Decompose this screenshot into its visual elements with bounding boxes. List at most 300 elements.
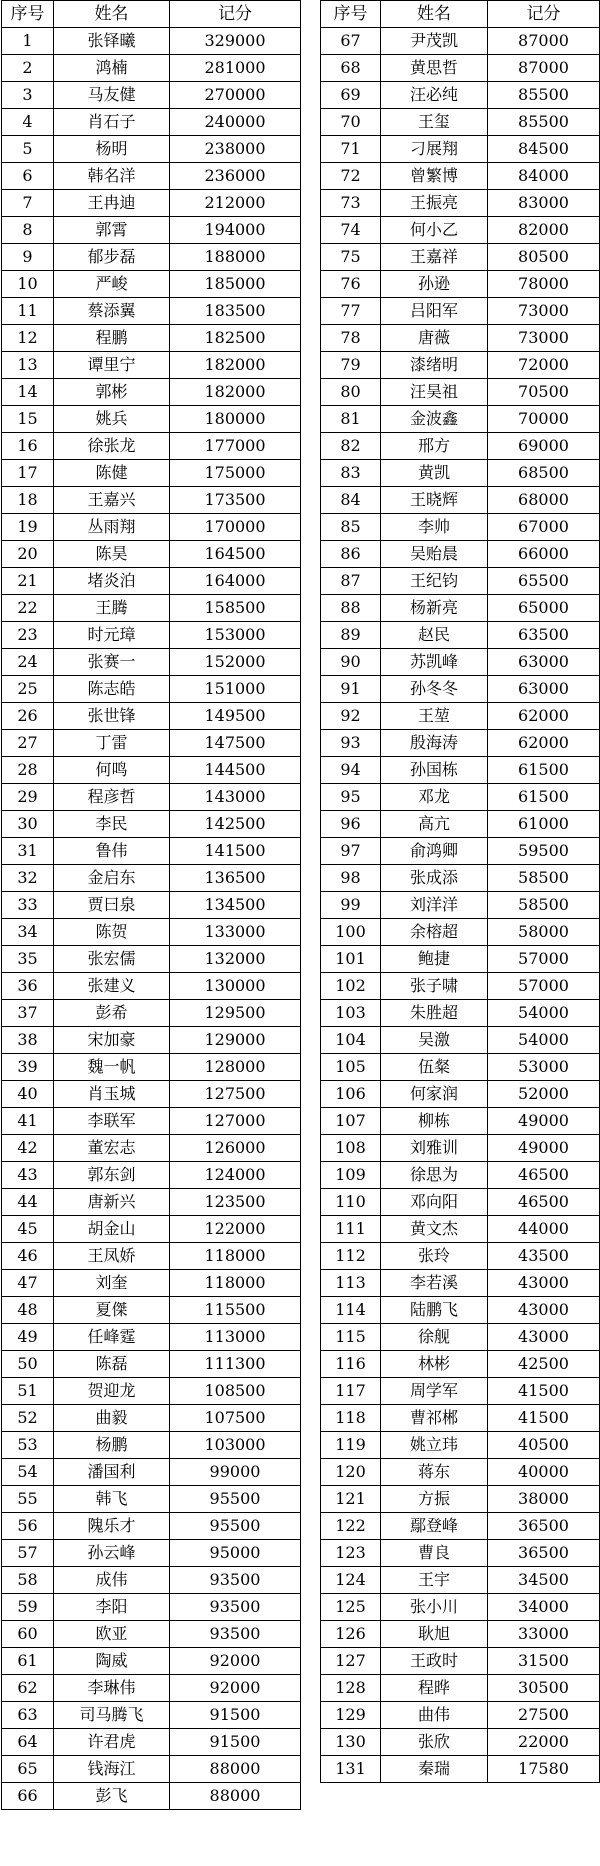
cell-name: 堵炎泊 [54, 568, 170, 595]
cell-no: 54 [2, 1459, 54, 1486]
cell-name: 王凤娇 [54, 1243, 170, 1270]
cell-no: 94 [321, 757, 381, 784]
cell-no: 86 [321, 541, 381, 568]
cell-no: 53 [2, 1432, 54, 1459]
cell-score: 177000 [170, 433, 301, 460]
table-row [321, 55, 600, 82]
cell-name: 张铎曦 [54, 28, 170, 55]
table-row [321, 1432, 600, 1459]
cell-no: 112 [321, 1243, 381, 1270]
table-row [321, 28, 600, 55]
cell-name: 时元璋 [54, 622, 170, 649]
cell-score: 126000 [170, 1135, 301, 1162]
cell-score: 183500 [170, 298, 301, 325]
cell-name: 李帅 [381, 514, 488, 541]
cell-no: 72 [321, 163, 381, 190]
table-row [321, 1459, 600, 1486]
cell-name: 漆绪明 [381, 352, 488, 379]
cell-score: 85500 [488, 109, 600, 136]
cell-score: 54000 [488, 1027, 600, 1054]
cell-score: 30500 [488, 1675, 600, 1702]
cell-no: 16 [2, 433, 54, 460]
cell-score: 84000 [488, 163, 600, 190]
table-row [2, 406, 301, 433]
table-row [2, 1243, 301, 1270]
cell-name: 张宏儒 [54, 946, 170, 973]
cell-no: 52 [2, 1405, 54, 1432]
cell-name: 何小乙 [381, 217, 488, 244]
cell-name: 王政时 [381, 1648, 488, 1675]
cell-name: 杨鹏 [54, 1432, 170, 1459]
cell-name: 李若溪 [381, 1270, 488, 1297]
cell-name: 陈贺 [54, 919, 170, 946]
cell-name: 王堃 [381, 703, 488, 730]
cell-score: 33000 [488, 1621, 600, 1648]
header-no: 序号 [321, 1, 381, 28]
cell-score: 52000 [488, 1081, 600, 1108]
table-body-right [321, 28, 600, 1783]
cell-score: 92000 [170, 1648, 301, 1675]
table-row [321, 1540, 600, 1567]
cell-name: 黄思哲 [381, 55, 488, 82]
header-row [321, 1, 600, 28]
table-row [321, 946, 600, 973]
table-row [2, 352, 301, 379]
cell-name: 郭霄 [54, 217, 170, 244]
table-row [321, 676, 600, 703]
header-score: 记分 [488, 1, 600, 28]
table-row [321, 487, 600, 514]
cell-name: 许君虎 [54, 1729, 170, 1756]
cell-score: 49000 [488, 1135, 600, 1162]
cell-score: 41500 [488, 1405, 600, 1432]
cell-score: 95500 [170, 1486, 301, 1513]
cell-no: 64 [2, 1729, 54, 1756]
cell-name: 程彦哲 [54, 784, 170, 811]
cell-score: 212000 [170, 190, 301, 217]
cell-name: 黄文杰 [381, 1216, 488, 1243]
cell-score: 111300 [170, 1351, 301, 1378]
table-row [2, 433, 301, 460]
cell-no: 82 [321, 433, 381, 460]
cell-name: 王晓辉 [381, 487, 488, 514]
cell-name: 曾繁博 [381, 163, 488, 190]
table-row [321, 163, 600, 190]
cell-name: 唐新兴 [54, 1189, 170, 1216]
cell-name: 王纪钧 [381, 568, 488, 595]
table-row [2, 946, 301, 973]
cell-no: 63 [2, 1702, 54, 1729]
cell-score: 65000 [488, 595, 600, 622]
cell-score: 93500 [170, 1621, 301, 1648]
cell-no: 48 [2, 1297, 54, 1324]
table-row [2, 1513, 301, 1540]
cell-score: 175000 [170, 460, 301, 487]
cell-score: 63000 [488, 676, 600, 703]
cell-name: 任峰霆 [54, 1324, 170, 1351]
table-row [2, 1108, 301, 1135]
cell-score: 149500 [170, 703, 301, 730]
cell-name: 王宇 [381, 1567, 488, 1594]
table-row [321, 1729, 600, 1756]
cell-no: 55 [2, 1486, 54, 1513]
cell-score: 238000 [170, 136, 301, 163]
table-row [2, 28, 301, 55]
cell-no: 74 [321, 217, 381, 244]
cell-name: 张玲 [381, 1243, 488, 1270]
cell-no: 4 [2, 109, 54, 136]
table-row [321, 838, 600, 865]
cell-score: 43500 [488, 1243, 600, 1270]
cell-name: 孙云峰 [54, 1540, 170, 1567]
cell-no: 49 [2, 1324, 54, 1351]
cell-no: 125 [321, 1594, 381, 1621]
cell-no: 50 [2, 1351, 54, 1378]
cell-no: 127 [321, 1648, 381, 1675]
cell-name: 程鹏 [54, 325, 170, 352]
table-row [321, 892, 600, 919]
cell-no: 58 [2, 1567, 54, 1594]
table-row [2, 1351, 301, 1378]
cell-score: 123500 [170, 1189, 301, 1216]
cell-no: 23 [2, 622, 54, 649]
table-row [2, 379, 301, 406]
cell-no: 28 [2, 757, 54, 784]
cell-name: 郭彬 [54, 379, 170, 406]
cell-no: 30 [2, 811, 54, 838]
table-row [321, 811, 600, 838]
cell-name: 肖石子 [54, 109, 170, 136]
cell-no: 19 [2, 514, 54, 541]
cell-score: 87000 [488, 28, 600, 55]
cell-no: 8 [2, 217, 54, 244]
cell-score: 91500 [170, 1729, 301, 1756]
cell-name: 陈磊 [54, 1351, 170, 1378]
table-row [2, 1189, 301, 1216]
cell-no: 76 [321, 271, 381, 298]
table-row [2, 163, 301, 190]
cell-no: 122 [321, 1513, 381, 1540]
cell-score: 31500 [488, 1648, 600, 1675]
cell-no: 65 [2, 1756, 54, 1783]
cell-score: 129500 [170, 1000, 301, 1027]
cell-name: 李阳 [54, 1594, 170, 1621]
cell-name: 丁雷 [54, 730, 170, 757]
cell-score: 182000 [170, 352, 301, 379]
cell-name: 张子啸 [381, 973, 488, 1000]
cell-name: 唐薇 [381, 325, 488, 352]
cell-name: 姚立玮 [381, 1432, 488, 1459]
table-row [321, 1405, 600, 1432]
table-row [2, 541, 301, 568]
table-row [321, 1756, 600, 1783]
cell-score: 61000 [488, 811, 600, 838]
cell-name: 徐张龙 [54, 433, 170, 460]
cell-no: 67 [321, 28, 381, 55]
cell-name: 鄢登峰 [381, 1513, 488, 1540]
cell-score: 270000 [170, 82, 301, 109]
cell-score: 68000 [488, 487, 600, 514]
cell-name: 吴贻晨 [381, 541, 488, 568]
table-row [321, 541, 600, 568]
cell-name: 何家润 [381, 1081, 488, 1108]
table-row [2, 649, 301, 676]
table-row [321, 1108, 600, 1135]
table-row [321, 352, 600, 379]
cell-name: 潘国利 [54, 1459, 170, 1486]
cell-name: 俞鸿卿 [381, 838, 488, 865]
table-row [321, 244, 600, 271]
cell-name: 胡金山 [54, 1216, 170, 1243]
cell-name: 谭里宁 [54, 352, 170, 379]
cell-score: 95000 [170, 1540, 301, 1567]
cell-no: 71 [321, 136, 381, 163]
cell-name: 金波鑫 [381, 406, 488, 433]
cell-name: 蔡添翼 [54, 298, 170, 325]
cell-no: 130 [321, 1729, 381, 1756]
cell-no: 91 [321, 676, 381, 703]
cell-no: 20 [2, 541, 54, 568]
cell-no: 68 [321, 55, 381, 82]
cell-score: 88000 [170, 1783, 301, 1810]
table-row [321, 622, 600, 649]
cell-no: 117 [321, 1378, 381, 1405]
table-row [321, 109, 600, 136]
cell-name: 杨新亮 [381, 595, 488, 622]
table-row [2, 190, 301, 217]
table-row [321, 406, 600, 433]
cell-name: 曲伟 [381, 1702, 488, 1729]
cell-score: 63000 [488, 649, 600, 676]
cell-no: 24 [2, 649, 54, 676]
cell-score: 57000 [488, 973, 600, 1000]
table-row [321, 1000, 600, 1027]
cell-no: 73 [321, 190, 381, 217]
cell-score: 44000 [488, 1216, 600, 1243]
cell-no: 97 [321, 838, 381, 865]
cell-no: 111 [321, 1216, 381, 1243]
cell-score: 42500 [488, 1351, 600, 1378]
cell-score: 62000 [488, 730, 600, 757]
cell-no: 81 [321, 406, 381, 433]
cell-no: 27 [2, 730, 54, 757]
cell-name: 吴激 [381, 1027, 488, 1054]
table-row [321, 973, 600, 1000]
cell-no: 39 [2, 1054, 54, 1081]
cell-score: 36500 [488, 1513, 600, 1540]
table-row [2, 514, 301, 541]
cell-name: 肖玉城 [54, 1081, 170, 1108]
cell-name: 邓龙 [381, 784, 488, 811]
cell-no: 110 [321, 1189, 381, 1216]
cell-name: 秦瑞 [381, 1756, 488, 1783]
cell-no: 92 [321, 703, 381, 730]
cell-score: 73000 [488, 325, 600, 352]
table-row [2, 1378, 301, 1405]
table-row [321, 1243, 600, 1270]
cell-name: 苏凯峰 [381, 649, 488, 676]
cell-score: 58500 [488, 865, 600, 892]
table-row [2, 1621, 301, 1648]
cell-no: 37 [2, 1000, 54, 1027]
cell-name: 夏傑 [54, 1297, 170, 1324]
header-name: 姓名 [54, 1, 170, 28]
cell-score: 182000 [170, 379, 301, 406]
cell-score: 99000 [170, 1459, 301, 1486]
cell-name: 张小川 [381, 1594, 488, 1621]
cell-score: 63500 [488, 622, 600, 649]
cell-name: 杨明 [54, 136, 170, 163]
cell-no: 99 [321, 892, 381, 919]
cell-score: 36500 [488, 1540, 600, 1567]
cell-no: 69 [321, 82, 381, 109]
cell-no: 116 [321, 1351, 381, 1378]
cell-name: 彭飞 [54, 1783, 170, 1810]
table-row [2, 1459, 301, 1486]
cell-no: 128 [321, 1675, 381, 1702]
cell-no: 113 [321, 1270, 381, 1297]
cell-score: 115500 [170, 1297, 301, 1324]
table-row [321, 1162, 600, 1189]
cell-no: 57 [2, 1540, 54, 1567]
cell-no: 44 [2, 1189, 54, 1216]
cell-score: 158500 [170, 595, 301, 622]
cell-score: 40500 [488, 1432, 600, 1459]
cell-score: 61500 [488, 757, 600, 784]
table-row [2, 1540, 301, 1567]
cell-score: 87000 [488, 55, 600, 82]
table-row [321, 1378, 600, 1405]
table-row [321, 190, 600, 217]
cell-name: 陈健 [54, 460, 170, 487]
cell-name: 殷海涛 [381, 730, 488, 757]
table-row [321, 1513, 600, 1540]
cell-no: 11 [2, 298, 54, 325]
cell-score: 236000 [170, 163, 301, 190]
cell-no: 118 [321, 1405, 381, 1432]
cell-name: 司马腾飞 [54, 1702, 170, 1729]
cell-score: 281000 [170, 55, 301, 82]
cell-score: 54000 [488, 1000, 600, 1027]
cell-no: 47 [2, 1270, 54, 1297]
table-row [2, 757, 301, 784]
cell-score: 49000 [488, 1108, 600, 1135]
cell-no: 12 [2, 325, 54, 352]
cell-score: 153000 [170, 622, 301, 649]
table-row [2, 730, 301, 757]
cell-no: 56 [2, 1513, 54, 1540]
cell-name: 刘洋洋 [381, 892, 488, 919]
cell-name: 王振亮 [381, 190, 488, 217]
cell-no: 103 [321, 1000, 381, 1027]
cell-score: 194000 [170, 217, 301, 244]
cell-score: 61500 [488, 784, 600, 811]
table-row [2, 1729, 301, 1756]
cell-score: 65500 [488, 568, 600, 595]
cell-name: 张成添 [381, 865, 488, 892]
cell-score: 62000 [488, 703, 600, 730]
cell-no: 60 [2, 1621, 54, 1648]
cell-no: 114 [321, 1297, 381, 1324]
cell-name: 耿旭 [381, 1621, 488, 1648]
cell-no: 1 [2, 28, 54, 55]
table-row [2, 1783, 301, 1810]
cell-score: 85500 [488, 82, 600, 109]
cell-no: 78 [321, 325, 381, 352]
cell-no: 5 [2, 136, 54, 163]
cell-no: 31 [2, 838, 54, 865]
cell-no: 101 [321, 946, 381, 973]
table-row [321, 757, 600, 784]
cell-no: 29 [2, 784, 54, 811]
cell-score: 73000 [488, 298, 600, 325]
cell-no: 41 [2, 1108, 54, 1135]
cell-name: 尹茂凯 [381, 28, 488, 55]
cell-name: 宋加豪 [54, 1027, 170, 1054]
cell-no: 51 [2, 1378, 54, 1405]
cell-name: 徐舰 [381, 1324, 488, 1351]
cell-score: 329000 [170, 28, 301, 55]
cell-score: 151000 [170, 676, 301, 703]
cell-no: 104 [321, 1027, 381, 1054]
header-row [2, 1, 301, 28]
cell-name: 鲍捷 [381, 946, 488, 973]
cell-score: 180000 [170, 406, 301, 433]
cell-no: 131 [321, 1756, 381, 1783]
cell-no: 100 [321, 919, 381, 946]
header-name: 姓名 [381, 1, 488, 28]
cell-name: 王嘉兴 [54, 487, 170, 514]
cell-no: 25 [2, 676, 54, 703]
cell-no: 9 [2, 244, 54, 271]
cell-score: 127500 [170, 1081, 301, 1108]
cell-no: 10 [2, 271, 54, 298]
cell-name: 陈昊 [54, 541, 170, 568]
cell-no: 21 [2, 568, 54, 595]
cell-name: 严峻 [54, 271, 170, 298]
cell-name: 魏一帆 [54, 1054, 170, 1081]
cell-score: 68500 [488, 460, 600, 487]
cell-name: 韩名洋 [54, 163, 170, 190]
cell-score: 70500 [488, 379, 600, 406]
table-row [321, 1054, 600, 1081]
cell-name: 汪必纯 [381, 82, 488, 109]
cell-name: 李联军 [54, 1108, 170, 1135]
cell-name: 蒋东 [381, 1459, 488, 1486]
cell-score: 43000 [488, 1297, 600, 1324]
cell-name: 彭希 [54, 1000, 170, 1027]
cell-no: 43 [2, 1162, 54, 1189]
cell-score: 88000 [170, 1756, 301, 1783]
cell-score: 173500 [170, 487, 301, 514]
cell-score: 118000 [170, 1270, 301, 1297]
cell-score: 113000 [170, 1324, 301, 1351]
cell-score: 58500 [488, 892, 600, 919]
table-row [321, 298, 600, 325]
cell-name: 王冉迪 [54, 190, 170, 217]
table-row [2, 325, 301, 352]
cell-score: 17580 [488, 1756, 600, 1783]
cell-score: 34000 [488, 1594, 600, 1621]
cell-name: 程晔 [381, 1675, 488, 1702]
table-row [321, 649, 600, 676]
cell-name: 陈志皓 [54, 676, 170, 703]
table-row [321, 271, 600, 298]
cell-no: 87 [321, 568, 381, 595]
table-row [321, 730, 600, 757]
cell-name: 何鸣 [54, 757, 170, 784]
table-row [2, 703, 301, 730]
